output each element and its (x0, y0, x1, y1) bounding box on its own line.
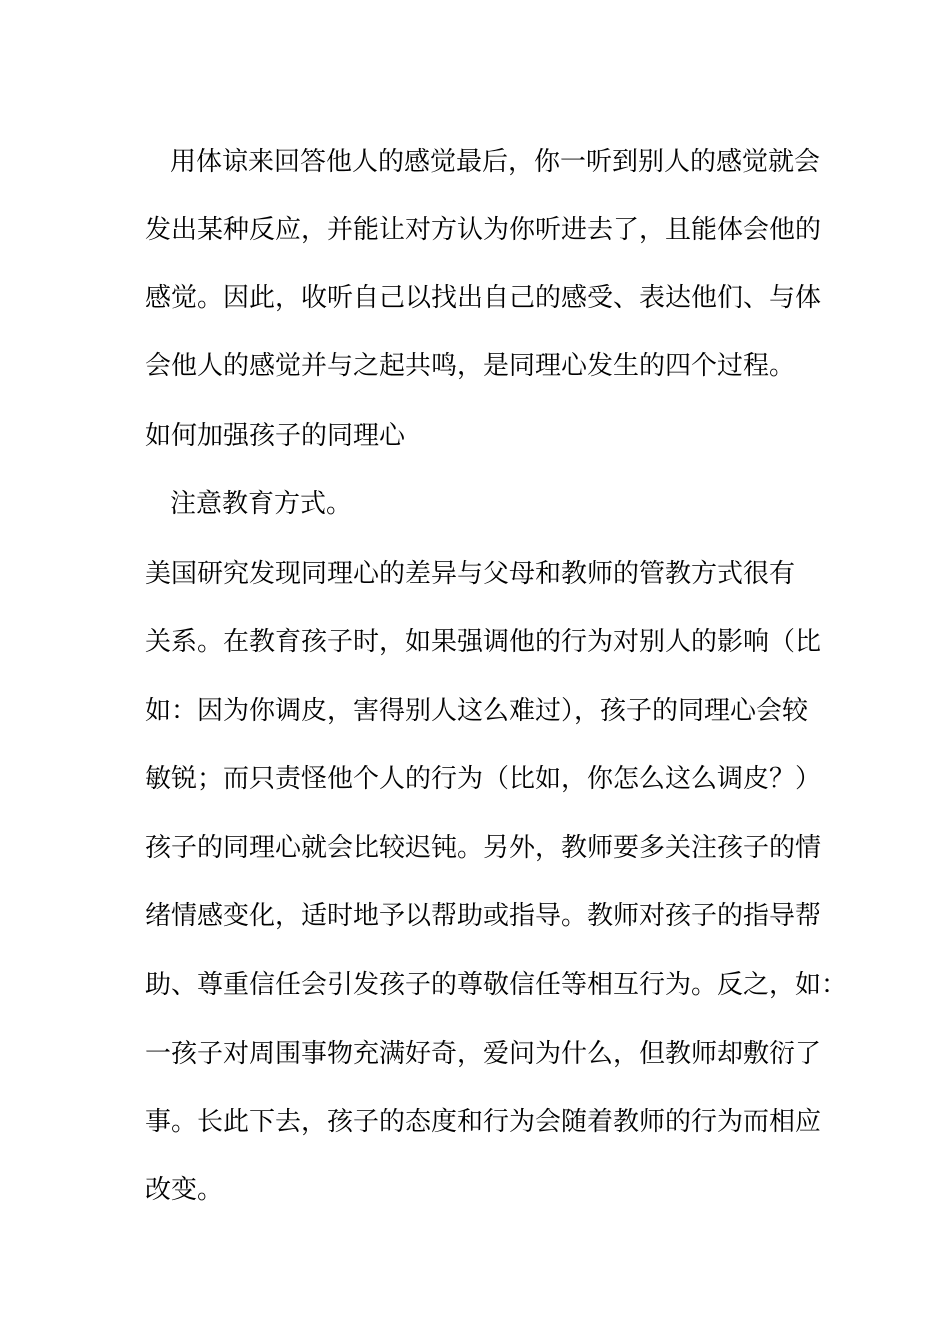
paragraph-line: 会他人的感觉并与之起共鸣，是同理心发生的四个过程。 (145, 351, 796, 381)
paragraph-line: 事。长此下去，孩子的态度和行为会随着教师的行为而相应 (145, 1107, 822, 1137)
paragraph-line: 绪情感变化，适时地予以帮助或指导。教师对孩子的指导帮 (145, 901, 822, 931)
paragraph-line: 助、尊重信任会引发孩子的尊敬信任等相互行为。反之，如： (145, 970, 848, 1000)
paragraph-line: 发出某种反应，并能让对方认为你听进去了，且能体会他的 (145, 215, 822, 245)
paragraph-line: 美国研究发现同理心的差异与父母和教师的管教方式很有 (145, 559, 796, 589)
paragraph-line: 孩子的同理心就会比较迟钝。另外，教师要多关注孩子的情 (145, 833, 822, 863)
paragraph-line: 一孩子对周围事物充满好奇，爱问为什么，但教师却敷衍了 (145, 1039, 822, 1069)
paragraph-line: 改变。 (145, 1175, 224, 1205)
paragraph-line: 感觉。因此，收听自己以找出自己的感受、表达他们、与体 (145, 283, 822, 313)
paragraph-line: 敏锐；而只责怪他个人的行为（比如，你怎么这么调皮？） (145, 764, 822, 794)
paragraph-line: 如：因为你调皮，害得别人这么难过），孩子的同理心会较 (145, 696, 809, 726)
paragraph-line: 注意教育方式。 (170, 489, 353, 519)
section-heading: 如何加强孩子的同理心 (145, 421, 406, 451)
paragraph-line: 关系。在教育孩子时，如果强调他的行为对别人的影响（比 (145, 627, 822, 657)
paragraph-line: 用体谅来回答他人的感觉最后，你一听到别人的感觉就会 (170, 147, 821, 177)
